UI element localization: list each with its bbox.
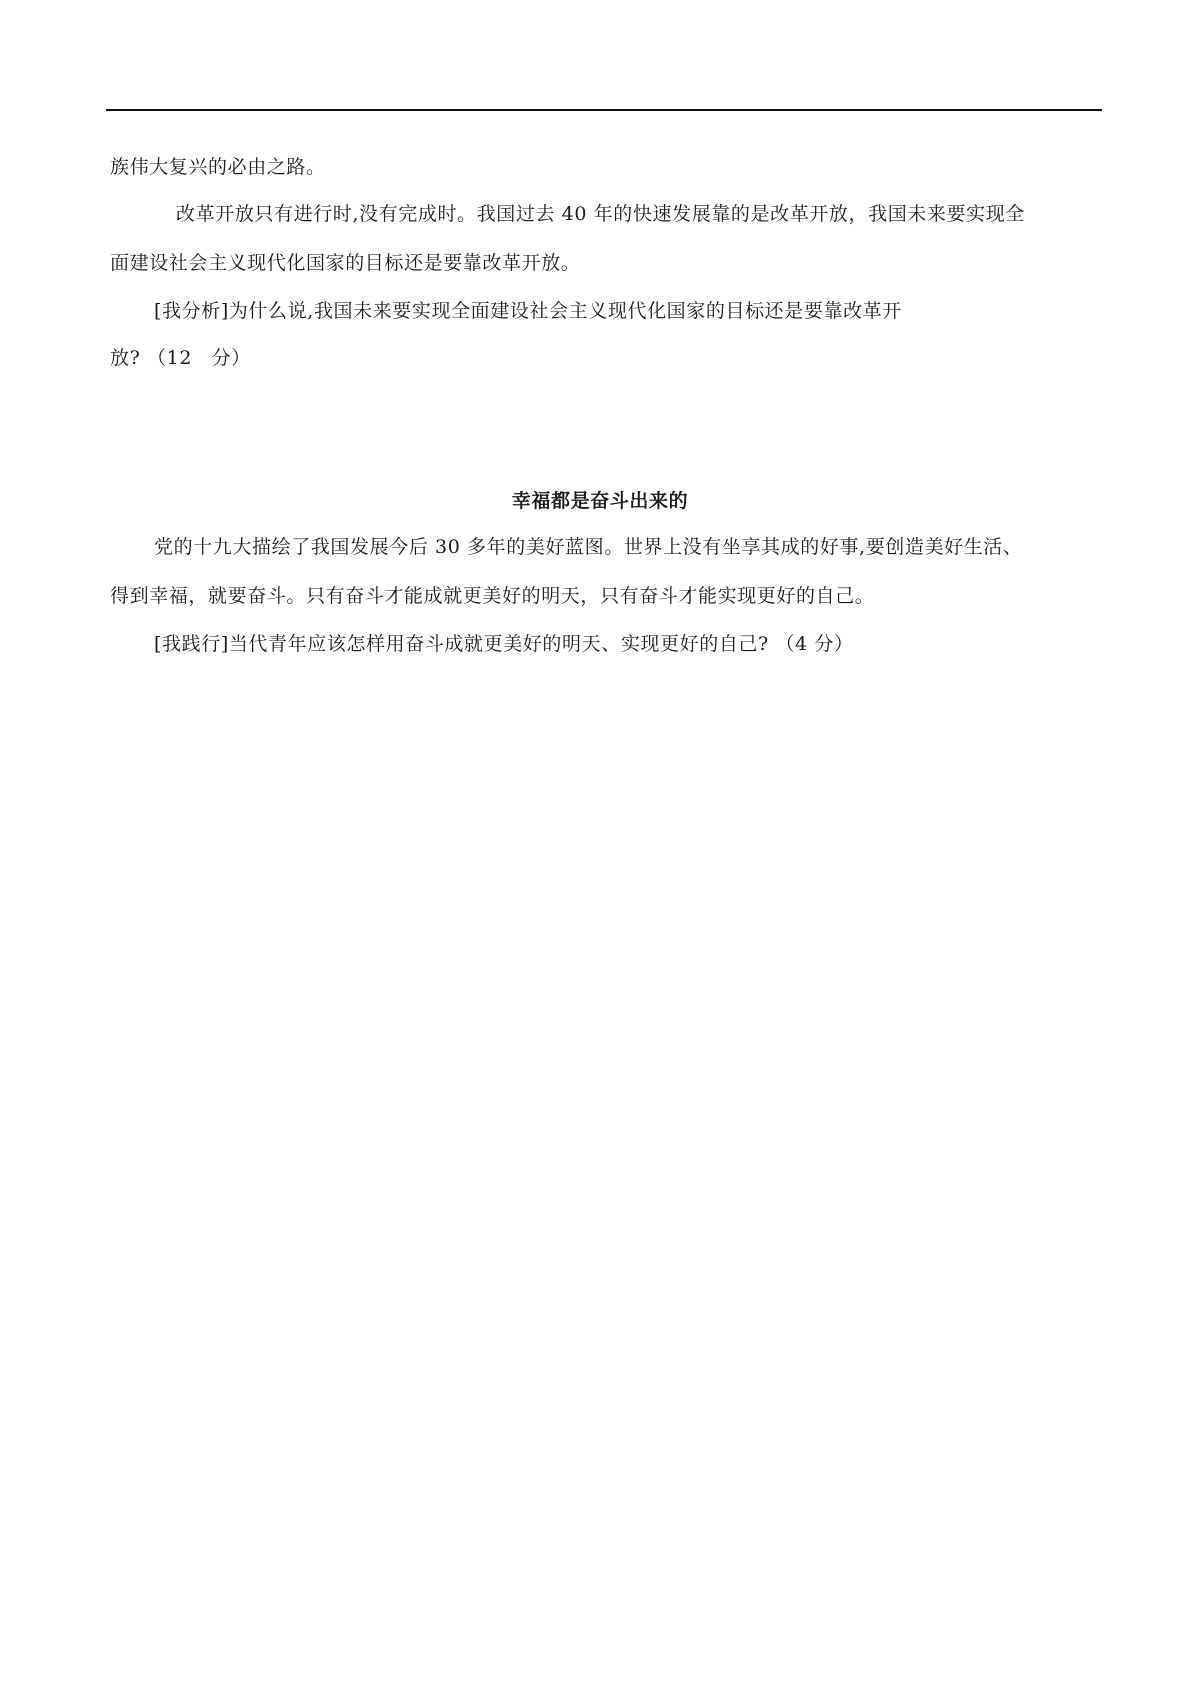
question-analysis-line-2: 放? （12 分） [110,347,251,369]
paragraph-reform-line-2: 面建设社会主义现代化国家的目标还是要靠改革开放。 [110,252,581,274]
paragraph-happiness-line-1: 党的十九大描绘了我国发展今后 30 多年的美好蓝图。世界上没有坐享其成的好事,要创造美好生活、 [154,536,1023,558]
question-practice: [我践行]当代青年应该怎样用奋斗成就更美好的明天、实现更好的自己? （4 分） [154,633,854,655]
question-analysis-line-1: [我分析]为什么说,我国未来要实现全面建设社会主义现代化国家的目标还是要靠改革开 [154,300,902,322]
paragraph-happiness-line-2: 得到幸福，就要奋斗。只有奋斗才能成就更美好的明天，只有奋斗才能实现更好的自己。 [110,585,875,607]
paragraph-reform-line-1: 改革开放只有进行时,没有完成时。我国过去 40 年的快速发展靠的是改革开放，我国未来要实现全 [176,203,1025,225]
paragraph-continuation: 族伟大复兴的必由之路。 [110,156,326,178]
section-title: 幸福都是奋斗出来的 [511,490,689,512]
header-rule [106,109,1102,111]
